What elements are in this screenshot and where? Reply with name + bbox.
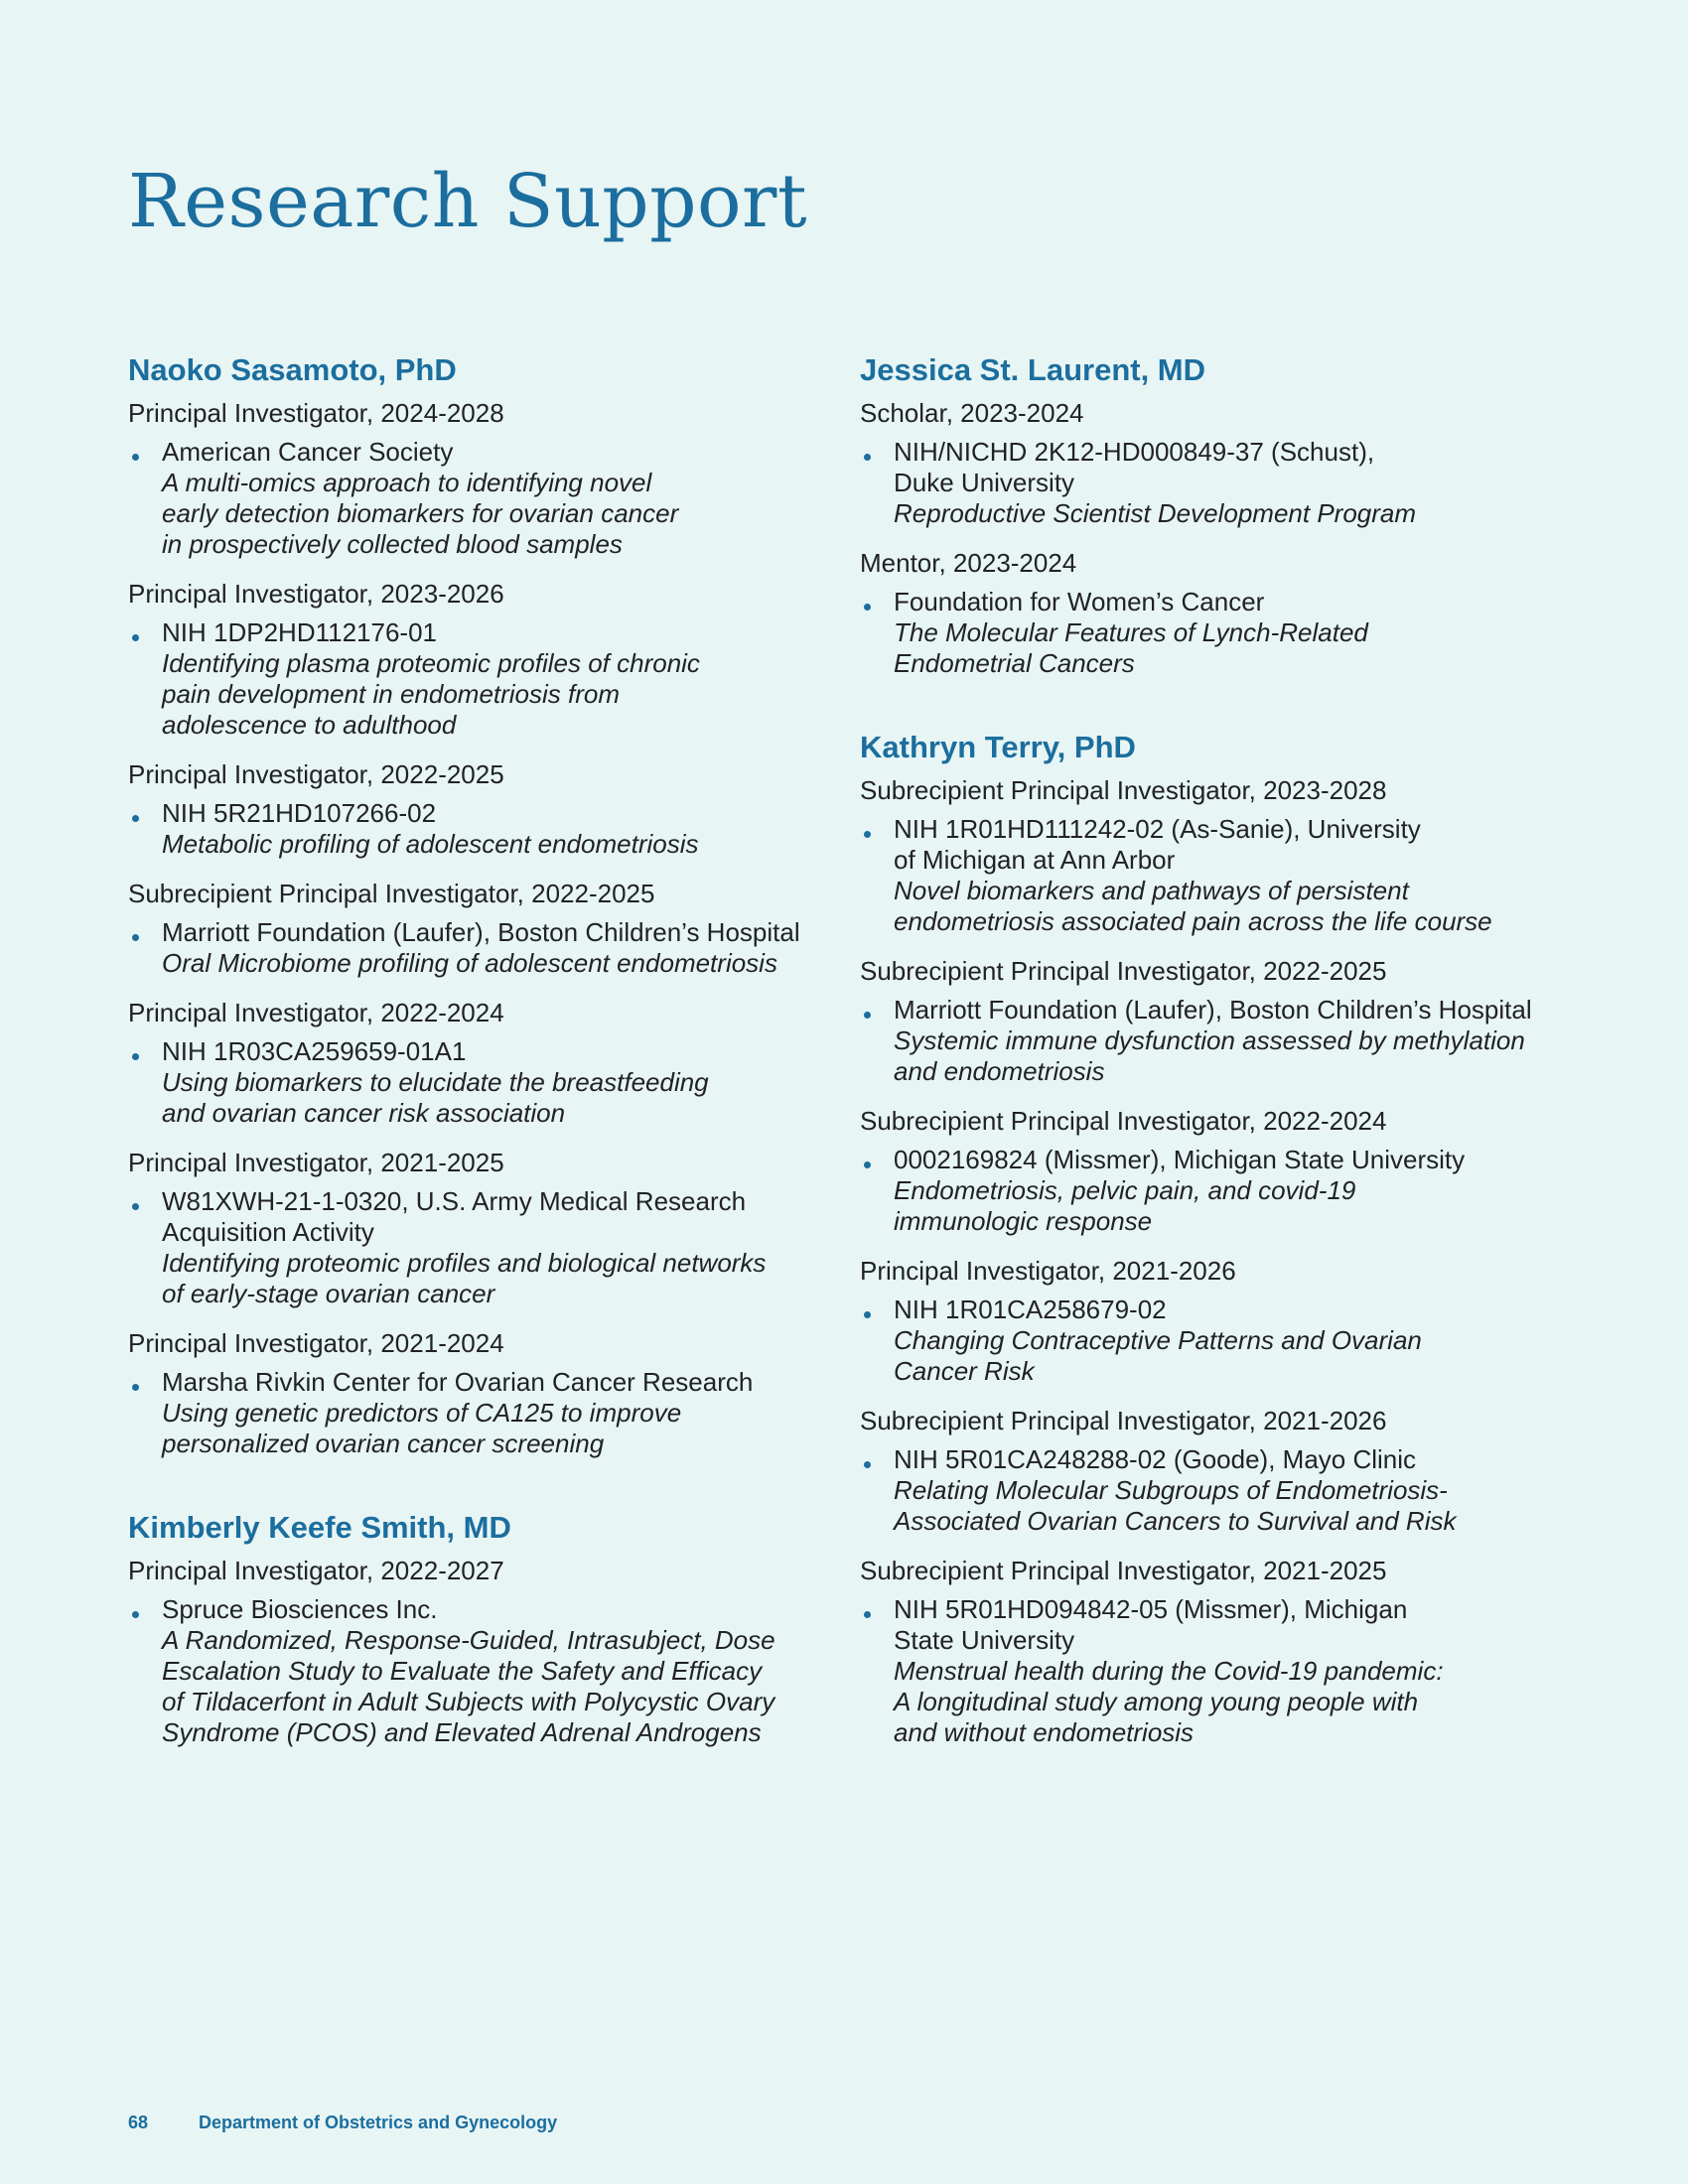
investigator-section — [128, 347, 853, 1459]
grant-project-title: Using biomarkers to elucidate the breastfeeding — [162, 1067, 709, 1097]
role-block — [128, 395, 853, 560]
role-block — [860, 772, 1585, 937]
grant-sponsor: W81XWH-21-1-0320, U.S. Army Medical Research — [162, 1186, 747, 1216]
bullet-icon — [132, 1611, 139, 1618]
page-number: 68 — [128, 2113, 149, 2132]
bullet-icon — [132, 454, 139, 461]
bullet-icon — [864, 604, 871, 611]
grant-project-title: in prospectively collected blood samples — [162, 529, 623, 559]
role-block — [128, 1145, 853, 1309]
investigator-name: Naoko Sasamoto, PhD — [128, 352, 457, 387]
role-title: Subrecipient Principal Investigator, 2021-2026 — [860, 1406, 1387, 1435]
right-column — [860, 347, 1585, 1794]
role-block — [860, 545, 1585, 679]
bullet-icon — [132, 1053, 139, 1060]
grant-project-title: personalized ovarian cancer screening — [162, 1429, 605, 1458]
investigator-name: Kathryn Terry, PhD — [860, 730, 1136, 764]
bullet-icon — [864, 454, 871, 461]
grant-sponsor: of Michigan at Ann Arbor — [894, 845, 1176, 875]
grant-item — [128, 1186, 853, 1309]
investigator-section — [128, 1505, 853, 1748]
role-title: Principal Investigator, 2022-2024 — [128, 998, 504, 1027]
investigator-section — [860, 347, 1585, 679]
grant-project-title: Oral Microbiome profiling of adolescent endometriosis — [162, 948, 777, 978]
page-title: Research Support — [128, 159, 808, 244]
grant-sponsor: NIH 1R01HD111242-02 (As-Sanie), University — [894, 814, 1421, 844]
grant-project-title: of early-stage ovarian cancer — [162, 1279, 495, 1308]
bullet-icon — [864, 1012, 871, 1019]
grant-item — [860, 1594, 1585, 1748]
left-column — [128, 347, 853, 1794]
grant-sponsor: NIH 1DP2HD112176-01 — [162, 617, 437, 647]
grant-project-title: Menstrual health during the Covid-19 pandemic: — [894, 1656, 1444, 1686]
grant-project-title: Identifying plasma proteomic profiles of chronic — [162, 648, 700, 678]
grant-item — [128, 798, 853, 860]
role-title: Subrecipient Principal Investigator, 2023-2028 — [860, 775, 1387, 805]
grant-sponsor: NIH 5R21HD107266-02 — [162, 798, 437, 828]
grant-sponsor: Marriott Foundation (Laufer), Boston Children’s Hospital — [162, 917, 800, 947]
role-block — [128, 995, 853, 1129]
grant-project-title: Endometriosis, pelvic pain, and covid-19 — [894, 1175, 1356, 1205]
grant-project-title: of Tildacerfont in Adult Subjects with Polycystic Ovary — [162, 1687, 775, 1716]
role-block — [128, 1553, 853, 1748]
grant-project-title: Syndrome (PCOS) and Elevated Adrenal Androgens — [162, 1717, 762, 1747]
grant-project-title: and without endometriosis — [894, 1717, 1195, 1747]
grant-project-title: Systemic immune dysfunction assessed by methylation — [894, 1025, 1525, 1055]
role-block — [860, 1253, 1585, 1387]
grant-project-title: and endometriosis — [894, 1056, 1105, 1086]
grant-project-title: A Randomized, Response-Guided, Intrasubject, Dose — [162, 1625, 775, 1655]
grant-project-title: Cancer Risk — [894, 1356, 1035, 1386]
role-block — [128, 756, 853, 860]
role-block — [860, 1403, 1585, 1537]
role-title: Principal Investigator, 2022-2027 — [128, 1556, 504, 1585]
grant-sponsor: NIH 1R01CA258679-02 — [894, 1295, 1167, 1324]
bullet-icon — [132, 934, 139, 941]
grant-project-title: Associated Ovarian Cancers to Survival and Risk — [894, 1506, 1457, 1536]
grant-project-title: endometriosis associated pain across the life course — [894, 906, 1492, 936]
grant-sponsor: NIH 5R01CA248288-02 (Goode), Mayo Clinic — [894, 1444, 1417, 1474]
role-title: Principal Investigator, 2024-2028 — [128, 398, 504, 428]
grant-project-title: Using genetic predictors of CA125 to improve — [162, 1398, 682, 1428]
footer-department: Department of Obstetrics and Gynecology — [199, 2113, 558, 2132]
role-title: Mentor, 2023-2024 — [860, 548, 1077, 578]
grant-item — [128, 917, 853, 979]
grant-item — [128, 1594, 853, 1748]
grant-project-title: Novel biomarkers and pathways of persistent — [894, 876, 1409, 905]
grant-item — [128, 617, 853, 741]
grant-project-title: Reproductive Scientist Development Program — [894, 498, 1417, 528]
bullet-icon — [864, 1161, 871, 1168]
grant-project-title: Endometrial Cancers — [894, 648, 1135, 678]
bullet-icon — [132, 634, 139, 641]
grant-item — [128, 1367, 853, 1459]
bullet-icon — [864, 1311, 871, 1318]
bullet-icon — [132, 815, 139, 822]
role-title: Principal Investigator, 2021-2026 — [860, 1256, 1236, 1286]
grant-sponsor: NIH 1R03CA259659-01A1 — [162, 1036, 467, 1066]
grant-project-title: Relating Molecular Subgroups of Endometriosis- — [894, 1475, 1448, 1505]
grant-sponsor: Duke University — [894, 468, 1075, 497]
grant-project-title: early detection biomarkers for ovarian cancer — [162, 498, 679, 528]
role-block — [128, 876, 853, 979]
page-footer — [128, 2111, 557, 2134]
investigator-name: Kimberly Keefe Smith, MD — [128, 1510, 511, 1545]
grant-sponsor: Acquisition Activity — [162, 1217, 374, 1247]
grant-project-title: A longitudinal study among young people with — [894, 1687, 1419, 1716]
grant-project-title: Changing Contraceptive Patterns and Ovarian — [894, 1325, 1422, 1355]
grant-item — [128, 437, 853, 560]
bullet-icon — [864, 1611, 871, 1618]
role-title: Subrecipient Principal Investigator, 2021-2025 — [860, 1556, 1387, 1585]
investigator-section — [860, 725, 1585, 1748]
grant-item — [860, 587, 1585, 679]
role-title: Scholar, 2023-2024 — [860, 398, 1084, 428]
grant-item — [128, 1036, 853, 1129]
role-block — [128, 1325, 853, 1459]
bullet-icon — [132, 1384, 139, 1391]
grant-sponsor: American Cancer Society — [162, 437, 454, 467]
grant-item — [860, 1444, 1585, 1537]
grant-project-title: Escalation Study to Evaluate the Safety and Efficacy — [162, 1656, 763, 1686]
grant-sponsor: Marriott Foundation (Laufer), Boston Children’s Hospital — [894, 995, 1532, 1024]
grant-sponsor: Marsha Rivkin Center for Ovarian Cancer Research — [162, 1367, 754, 1397]
grant-sponsor: 0002169824 (Missmer), Michigan State University — [894, 1145, 1466, 1174]
grant-project-title: Identifying proteomic profiles and biological networks — [162, 1248, 767, 1278]
grant-project-title: Metabolic profiling of adolescent endometriosis — [162, 829, 699, 859]
grant-item — [860, 995, 1585, 1087]
role-title: Subrecipient Principal Investigator, 2022-2025 — [860, 956, 1387, 986]
grant-project-title: immunologic response — [894, 1206, 1153, 1236]
grant-project-title: adolescence to adulthood — [162, 710, 457, 740]
role-title: Subrecipient Principal Investigator, 2022-2025 — [128, 879, 655, 908]
grant-project-title: and ovarian cancer risk association — [162, 1098, 566, 1128]
role-title: Principal Investigator, 2021-2025 — [128, 1148, 504, 1177]
investigator-name: Jessica St. Laurent, MD — [860, 352, 1206, 387]
bullet-icon — [864, 831, 871, 838]
bullet-icon — [132, 1203, 139, 1210]
grant-item — [860, 1145, 1585, 1237]
role-block — [860, 395, 1585, 529]
role-title: Principal Investigator, 2021-2024 — [128, 1328, 504, 1358]
bullet-icon — [864, 1461, 871, 1468]
grant-sponsor: Foundation for Women’s Cancer — [894, 587, 1265, 616]
grant-item — [860, 814, 1585, 937]
grant-project-title: A multi-omics approach to identifying novel — [162, 468, 652, 497]
role-title: Subrecipient Principal Investigator, 2022-2024 — [860, 1106, 1387, 1136]
grant-sponsor: Spruce Biosciences Inc. — [162, 1594, 438, 1624]
grant-project-title: The Molecular Features of Lynch-Related — [894, 617, 1368, 647]
grant-sponsor: NIH/NICHD 2K12-HD000849-37 (Schust), — [894, 437, 1375, 467]
role-block — [128, 576, 853, 741]
role-title: Principal Investigator, 2023-2026 — [128, 579, 504, 609]
grant-item — [860, 437, 1585, 529]
grant-item — [860, 1295, 1585, 1387]
grant-project-title: pain development in endometriosis from — [162, 679, 621, 709]
grant-sponsor: NIH 5R01HD094842-05 (Missmer), Michigan — [894, 1594, 1408, 1624]
role-title: Principal Investigator, 2022-2025 — [128, 759, 504, 789]
role-block — [860, 953, 1585, 1087]
role-block — [860, 1103, 1585, 1237]
role-block — [860, 1553, 1585, 1748]
grant-sponsor: State University — [894, 1625, 1075, 1655]
